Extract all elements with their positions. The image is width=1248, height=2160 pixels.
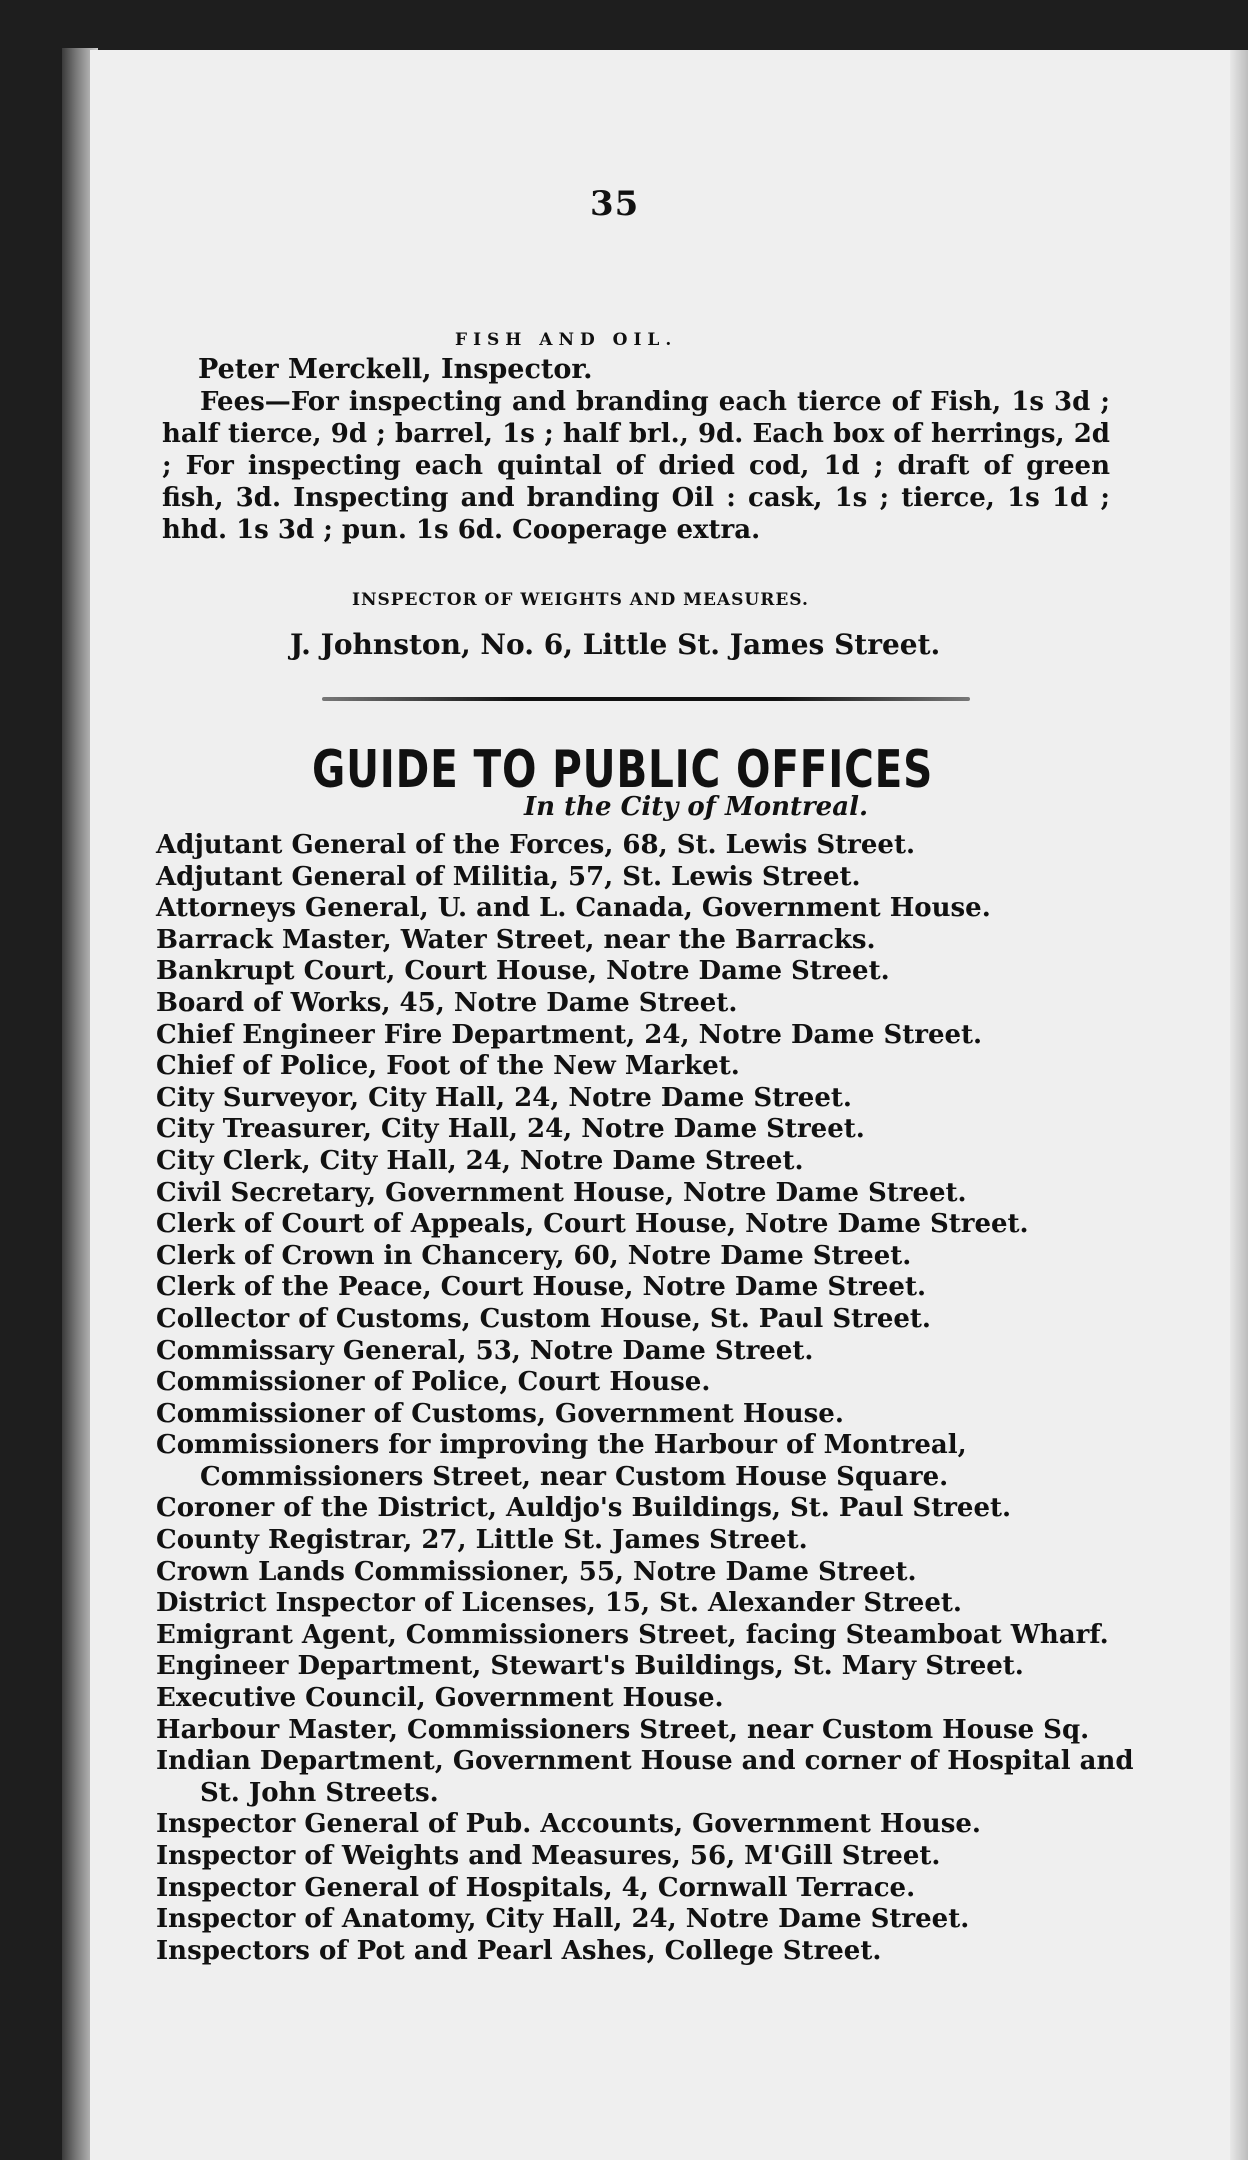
list-item: Coroner of the District, Auldjo's Buildings, St. Paul Street. [156, 1493, 1012, 1524]
list-item: City Treasurer, City Hall, 24, Notre Dame Street. [156, 1114, 865, 1145]
list-item: Commissioners for improving the Harbour of Montreal, Commissioners Street, near Custom House Square. [156, 1430, 967, 1492]
public-offices-list [156, 830, 1136, 1967]
list-item: Inspector General of Pub. Accounts, Government House. [156, 1809, 981, 1840]
list-item: County Registrar, 27, Little St. James Street. [156, 1525, 808, 1556]
fish-oil-heading: FISH AND OIL. [455, 330, 678, 350]
weights-measures-heading: INSPECTOR OF WEIGHTS AND MEASURES. [352, 590, 809, 610]
page-sheet [90, 50, 1248, 2160]
guide-title: GUIDE TO PUBLIC OFFICES [312, 740, 934, 800]
list-item: Chief Engineer Fire Department, 24, Notre Dame Street. [156, 1019, 983, 1050]
list-item: Civil Secretary, Government House, Notre Dame Street. [156, 1177, 967, 1208]
list-item: District Inspector of Licenses, 15, St. Alexander Street. [156, 1588, 962, 1619]
list-item: Adjutant General of Militia, 57, St. Lewis Street. [156, 861, 861, 892]
list-item: Clerk of the Peace, Court House, Notre Dame Street. [156, 1272, 927, 1303]
list-item: City Clerk, City Hall, 24, Notre Dame Street. [156, 1145, 804, 1176]
list-item: City Surveyor, City Hall, 24, Notre Dame Street. [156, 1082, 852, 1113]
list-item: Indian Department, Government House and corner of Hospital and St. John Streets. [156, 1746, 1134, 1808]
list-item: Inspector of Anatomy, City Hall, 24, Notre Dame Street. [156, 1904, 970, 1935]
page-number: 35 [590, 184, 640, 224]
list-item: Emigrant Agent, Commissioners Street, facing Steamboat Wharf. [156, 1619, 1109, 1650]
list-item: Chief of Police, Foot of the New Market. [156, 1051, 740, 1082]
list-item: Commissary General, 53, Notre Dame Street. [156, 1335, 814, 1366]
list-item: Bankrupt Court, Court House, Notre Dame Street. [156, 956, 890, 987]
list-item: Inspector General of Hospitals, 4, Cornwall Terrace. [156, 1872, 916, 1903]
guide-subtitle: In the City of Montreal. [524, 792, 868, 822]
list-item: Commissioner of Police, Court House. [156, 1367, 711, 1398]
list-item: Inspector of Weights and Measures, 56, M'Gill Street. [156, 1841, 941, 1871]
fees-paragraph: Fees—For inspecting and branding each tierce of Fish, 1s 3d ; half tierce, 9d ; barrel, 1s ; half brl., 9d. Each box of herrings, 2d ; For inspecting each quintal of dried cod, 1d ; draft of green fish, 3d. Inspecting and branding Oil : cask, 1s ; tierce, 1s 1d ; hhd. 1s 3d ; pun. 1s 6d. Cooperage extra. [162, 387, 1110, 545]
list-item: Executive Council, Government House. [156, 1683, 724, 1714]
list-item: Commissioner of Customs, Government House. [156, 1398, 844, 1429]
weights-inspector-line: J. Johnston, No. 6, Little St. James Street. [290, 628, 941, 661]
list-item: Inspectors of Pot and Pearl Ashes, College Street. [156, 1935, 882, 1966]
list-item: Adjutant General of the Forces, 68, St. Lewis Street. [156, 830, 916, 860]
list-item: Collector of Customs, Custom House, St. Paul Street. [156, 1303, 931, 1334]
section-divider-rule [322, 697, 970, 701]
list-item: Harbour Master, Commissioners Street, near Custom House Sq. [156, 1714, 1090, 1745]
list-item: Board of Works, 45, Notre Dame Street. [156, 987, 738, 1018]
list-item: Crown Lands Commissioner, 55, Notre Dame Street. [156, 1556, 917, 1587]
list-item: Barrack Master, Water Street, near the Barracks. [156, 924, 876, 955]
list-item: Clerk of Crown in Chancery, 60, Notre Dame Street. [156, 1240, 912, 1271]
list-item: Clerk of Court of Appeals, Court House, Notre Dame Street. [156, 1209, 1029, 1240]
list-item: Engineer Department, Stewart's Buildings, St. Mary Street. [156, 1651, 1024, 1682]
page-right-edge [1230, 50, 1248, 2160]
list-item: Attorneys General, U. and L. Canada, Government House. [156, 893, 991, 924]
fish-inspector-line: Peter Merckell, Inspector. [198, 354, 593, 385]
